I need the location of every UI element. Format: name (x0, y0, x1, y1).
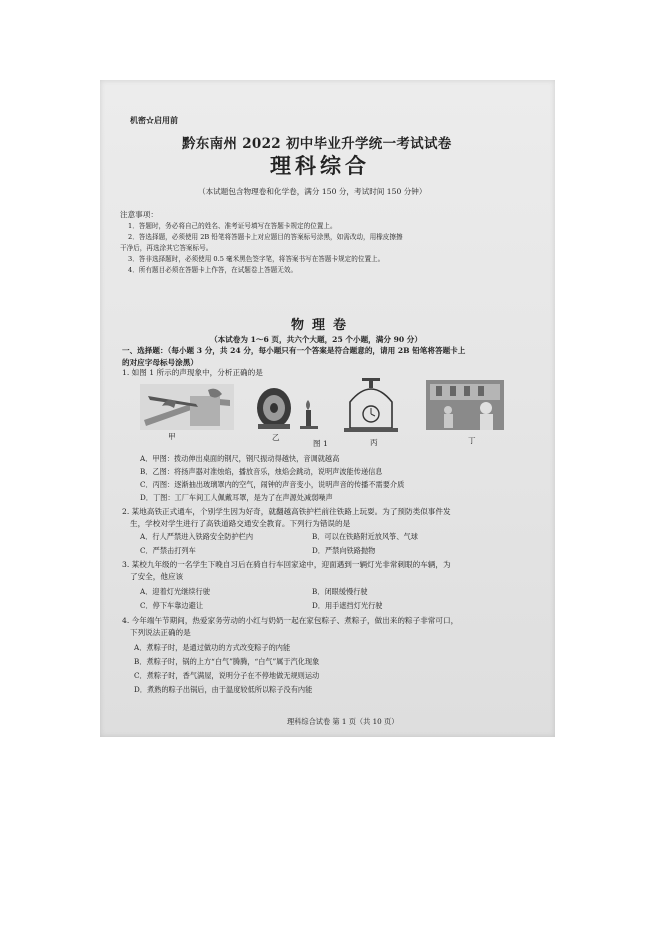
page-footer: 理科综合试卷 第 1 页（共 10 页） (287, 717, 399, 726)
option-a: A．行人严禁进入铁路安全防护栏内 (140, 532, 254, 541)
option-c: C．严禁击打列车 (140, 546, 196, 555)
exam-page (100, 80, 555, 737)
bell-jar-alarm-clock-illustration (340, 376, 402, 434)
option-b: B．乙图：将扬声器对准烛焰，播放音乐，烛焰会跳动，说明声波能传递信息 (140, 467, 383, 476)
figure-label-ding: 丁 (468, 436, 476, 445)
notice-item: 4．所有题目必须在答题卡上作答，在试题卷上答题无效。 (128, 266, 298, 274)
figure-label-bing: 丙 (370, 438, 378, 447)
figure-label-yi: 乙 (272, 433, 280, 442)
section-note: （本试卷为 1～6 页，共六个大题，25 个小题，满分 90 分） (210, 335, 422, 344)
factory-workers-illustration (426, 376, 504, 434)
exam-title: 黔东南州 2022 初中毕业升学统一考试试卷 (182, 136, 452, 152)
question-stem: 4. 今年端午节期间，热爱家务劳动的小红与奶奶一起在家包粽子、煮粽子，做出来的粽子非常可口， (122, 616, 459, 625)
notice-item: 1．答题时，务必将自己的姓名、准考证号填写在答题卡规定的位置上。 (128, 222, 337, 230)
option-c: C．丙图：逐渐抽出玻璃罩内的空气，闹钟的声音变小，说明声音的传播不需要介质 (140, 480, 405, 489)
notice-item: 2．答选择题，必须使用 2B 铅笔将答题卡上对应题目的答案标号涂黑，如需改动，用橡皮擦擦 (128, 233, 403, 241)
exam-scope-note: （本试题包含物理卷和化学卷，满分 150 分，考试时间 150 分钟） (198, 187, 427, 196)
option-d: D．煮熟的粽子出锅后，由于温度较低所以粽子没有内能 (134, 685, 313, 694)
option-d: D．用手遮挡灯光行驶 (312, 601, 383, 610)
choice-section-heading: 的对应字母标号涂黑） (122, 358, 198, 367)
option-a: A．迎着灯光继续行驶 (140, 587, 210, 596)
section-title: 物理卷 (291, 318, 355, 333)
option-b: B．闭眼缓慢行驶 (312, 587, 368, 596)
question-stem: 了安全，他应该 (130, 572, 184, 581)
figure-label-jia: 甲 (168, 432, 176, 441)
notice-item: 干净后，再选涂其它答案标号。 (120, 244, 213, 252)
notice-item: 3．答非选择题时，必须使用 0.5 毫米黑色签字笔，将答案书写在答题卡规定的位置上。 (128, 255, 385, 263)
notice-heading: 注意事项： (120, 210, 158, 219)
option-b: B．煮粽子时，锅的上方“白气”腾腾，“白气”属于汽化现象 (134, 657, 320, 666)
question-stem: 1. 如图 1 所示的声现象中，分析正确的是 (122, 368, 263, 377)
option-a: A．煮粽子时，是通过做功的方式改变粽子的内能 (134, 643, 291, 652)
subject-title: 理科综合 (270, 153, 370, 178)
option-c: C．停下车靠边避让 (140, 601, 204, 610)
confidential-mark: 机密☆启用前 (130, 115, 178, 125)
question-stem: 生，学校对学生进行了高铁道路交通安全教育。下列行为错误的是 (130, 519, 351, 528)
question-stem: 下列说法正确的是 (130, 628, 191, 637)
option-d: D．丁图：工厂车间工人佩戴耳罩，是为了在声源处减弱噪声 (140, 493, 333, 502)
option-a: A．甲图：拨动伸出桌面的钢尺，钢尺振动得越快，音调就越高 (140, 454, 340, 463)
question-stem: 3. 某校九年级的一名学生下晚自习后在骑自行车回家途中，迎面遇到一辆灯光非常刺眼的车辆，为 (122, 560, 451, 569)
ruler-on-desk-illustration (138, 376, 236, 434)
option-b: B．可以在铁路附近放风筝、气球 (312, 532, 418, 541)
option-c: C．煮粽子时，香气满屋，说明分子在不停地做无规则运动 (134, 671, 320, 680)
figure-caption: 图 1 (313, 439, 328, 448)
option-d: D．严禁向铁路抛物 (312, 546, 376, 555)
speaker-and-candle-illustration (252, 376, 324, 434)
question-stem: 2. 某地高铁正式通车，个别学生因为好奇，就翻越高铁护栏前往铁路上玩耍。为了预防类似事件发 (122, 507, 451, 516)
choice-section-heading: 一、选择题：（每小题 3 分，共 24 分，每小题只有一个答案是符合题意的，请用 2B 铅笔将答题卡上 (122, 346, 466, 355)
